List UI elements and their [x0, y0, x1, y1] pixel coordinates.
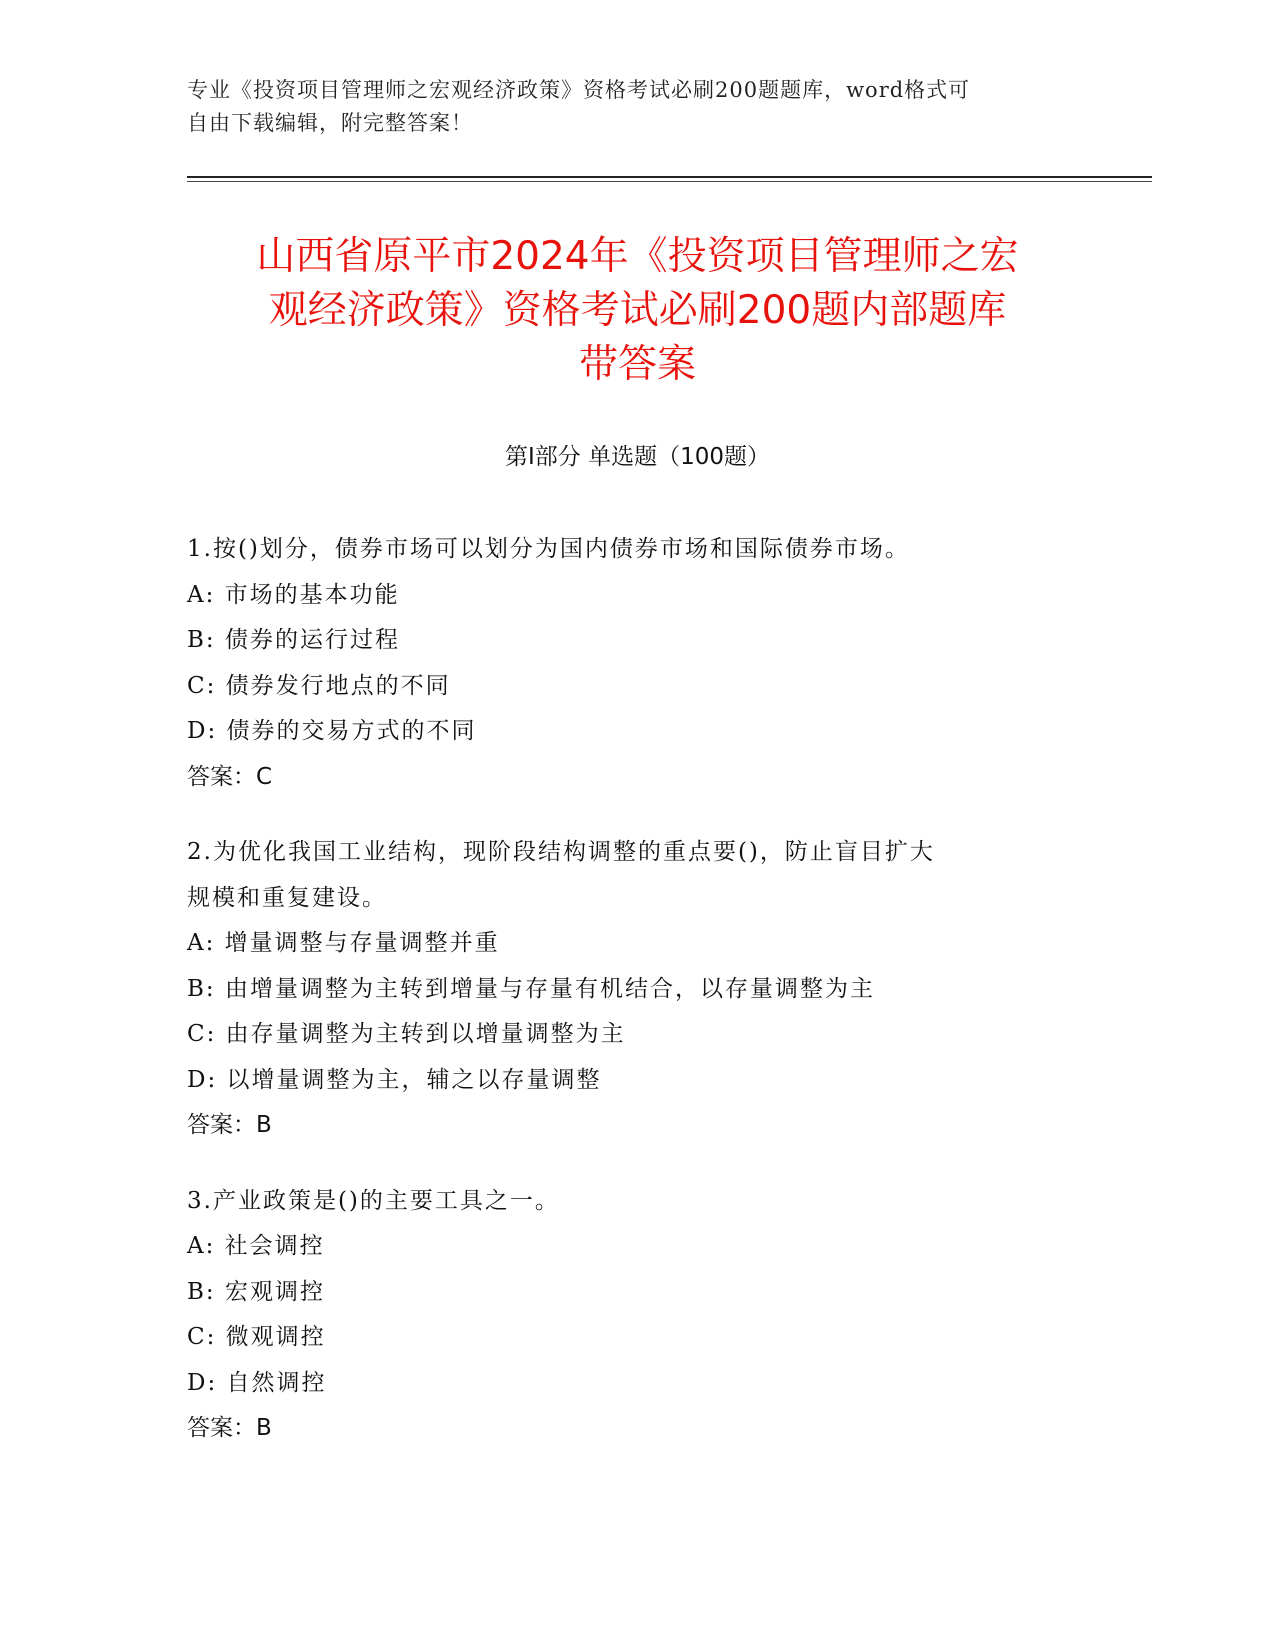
- question-list: [187, 527, 1087, 1482]
- document-title: [150, 230, 1125, 392]
- option-a: A: 社会调控: [187, 1233, 325, 1259]
- option-c: C: 由存量调整为主转到以增量调整为主: [187, 1021, 626, 1047]
- header-note-line-1: 专业《投资项目管理师之宏观经济政策》资格考试必刷200题题库，word格式可: [187, 78, 971, 102]
- document-title-line-3: 带答案: [578, 342, 696, 387]
- question-stem: 1.按()划分，债券市场可以划分为国内债券市场和国际债券市场。: [187, 536, 910, 562]
- option-a: A: 市场的基本功能: [187, 581, 400, 608]
- option-d: D: 以增量调整为主，辅之以存量调整: [187, 1066, 602, 1093]
- answer-label: 答案：B: [187, 1112, 272, 1138]
- question-1: [187, 527, 1087, 800]
- option-b: B: 债券的运行过程: [187, 627, 400, 653]
- header-note: [187, 74, 1067, 140]
- question-stem: 3.产业政策是()的主要工具之一。: [187, 1187, 560, 1214]
- header-divider-thick: [187, 176, 1152, 178]
- header-divider-thin: [187, 181, 1152, 182]
- question-stem-continued: 规模和重复建设。: [187, 884, 387, 911]
- document-title-line-1: 山西省原平市2024年《投资项目管理师之宏: [256, 234, 1019, 279]
- option-c: C: 债券发行地点的不同: [187, 672, 451, 699]
- document-title-line-2: 观经济政策》资格考试必刷200题内部题库: [268, 288, 1007, 333]
- option-a: A: 增量调整与存量调整并重: [187, 930, 500, 956]
- option-b: B: 宏观调控: [187, 1278, 325, 1305]
- answer-label: 答案：C: [187, 763, 273, 790]
- option-b: B: 由增量调整为主转到增量与存量有机结合，以存量调整为主: [187, 975, 875, 1002]
- header-note-line-2: 自由下载编辑，附完整答案！: [187, 111, 473, 135]
- option-d: D: 债券的交易方式的不同: [187, 718, 477, 744]
- answer-label: 答案：B: [187, 1415, 272, 1441]
- question-stem: 2.为优化我国工业结构，现阶段结构调整的重点要()，防止盲目扩大: [187, 839, 935, 865]
- question-3: [187, 1179, 1087, 1452]
- option-d: D: 自然调控: [187, 1369, 327, 1396]
- option-c: C: 微观调控: [187, 1324, 326, 1350]
- question-2: [187, 830, 1087, 1149]
- section-title: 第Ⅰ部分 单选题（100题）: [505, 444, 770, 470]
